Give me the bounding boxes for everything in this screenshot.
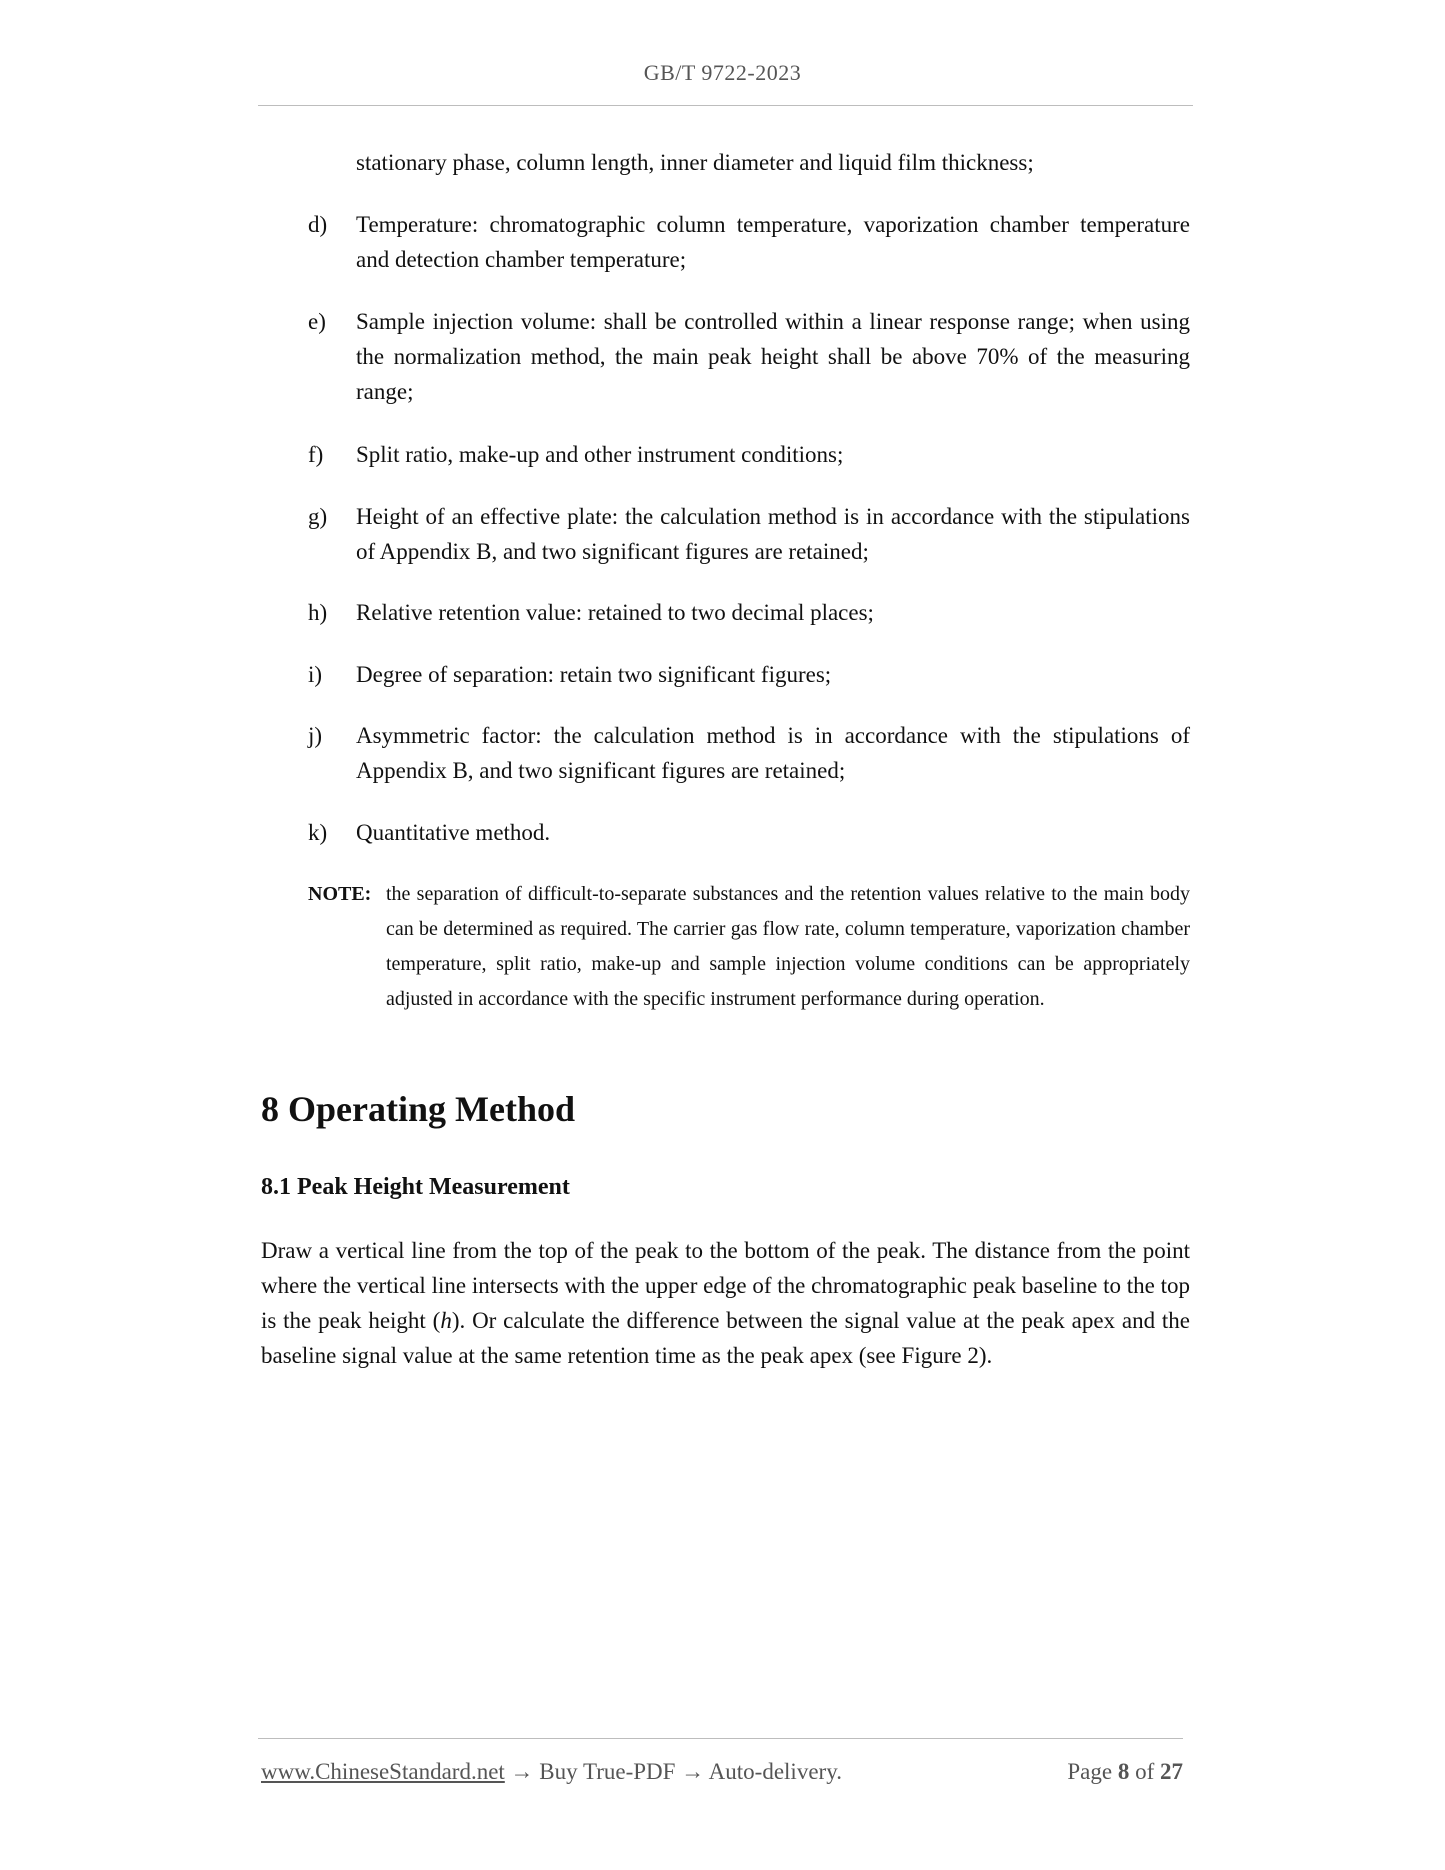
paragraph-text-part2: ). Or calculate the difference between the signal value at the peak apex and the baseline signal value at the same retention time as the peak apex (see Figure 2). bbox=[261, 1308, 1190, 1368]
note-label: NOTE: bbox=[308, 883, 372, 905]
list-item-label: d) bbox=[308, 212, 328, 237]
section-heading: 8 Operating Method bbox=[261, 1089, 575, 1129]
page-total: 27 bbox=[1160, 1759, 1183, 1784]
list-item-text: Sample injection volume: shall be controlled within a linear response range; when using the normalization method, the main peak height shall be above 70% of the measuring range; bbox=[356, 309, 1190, 404]
list-item bbox=[308, 437, 1190, 472]
list-item-text: stationary phase, column length, inner diameter and liquid film thickness; bbox=[356, 150, 1034, 175]
list-item bbox=[308, 304, 1190, 409]
list-item-text: Split ratio, make-up and other instrument conditions; bbox=[356, 442, 844, 467]
note-block bbox=[308, 877, 1190, 1017]
note-text: the separation of difficult-to-separate substances and the retention values relative to the main body can be determined as required. The carrier gas flow rate, column temperature, vaporization chamber temperature, split ratio, make-up and sample injection volume conditions can be appropriately adjusted in accordance with the specific instrument performance during operation. bbox=[386, 883, 1190, 1010]
page-indicator bbox=[1067, 1756, 1183, 1788]
list-item bbox=[308, 595, 1190, 630]
list-item bbox=[308, 657, 1190, 692]
list-item-label: i) bbox=[308, 662, 323, 687]
list-item bbox=[308, 815, 1190, 850]
page-word: Page bbox=[1067, 1759, 1113, 1784]
list-item-text: Height of an effective plate: the calculation method is in accordance with the stipulations of Appendix B, and two significant figures are retained; bbox=[356, 504, 1190, 564]
list-item-label: h) bbox=[308, 600, 328, 625]
of-word: of bbox=[1135, 1759, 1155, 1784]
buy-pdf-text: Buy True-PDF bbox=[539, 1759, 676, 1784]
body-paragraph bbox=[261, 1233, 1190, 1373]
page-current: 8 bbox=[1117, 1759, 1130, 1784]
website-link[interactable]: www.ChineseStandard.net bbox=[261, 1759, 505, 1784]
list-item bbox=[308, 718, 1190, 788]
footer-divider bbox=[258, 1738, 1183, 1739]
list-item-label: j) bbox=[308, 723, 323, 748]
list-item bbox=[308, 207, 1190, 277]
list-item-continuation bbox=[308, 145, 1190, 180]
paragraph-text-part1: Draw a vertical line from the top of the peak to the bottom of the peak. The distance from the point where the vertical line intersects with the upper edge of the chromatographic peak baseline to the top is the peak height ( bbox=[261, 1238, 1190, 1333]
list-item-label: k) bbox=[308, 820, 328, 845]
arrow-right-icon: → bbox=[681, 1759, 705, 1784]
footer-promo bbox=[261, 1756, 842, 1788]
subsection-heading: 8.1 Peak Height Measurement bbox=[261, 1174, 570, 1200]
peak-height-symbol: h bbox=[440, 1308, 452, 1333]
header-divider bbox=[258, 105, 1193, 106]
list-item-text: Relative retention value: retained to two decimal places; bbox=[356, 600, 874, 625]
list-item-text: Temperature: chromatographic column temperature, vaporization chamber temperature and detection chamber temperature; bbox=[356, 212, 1190, 272]
list-item-text: Asymmetric factor: the calculation method is in accordance with the stipulations of Appendix B, and two significant figures are retained; bbox=[356, 723, 1190, 783]
list-item-label: e) bbox=[308, 309, 326, 334]
list-item-label: f) bbox=[308, 442, 324, 467]
list-item-text: Quantitative method. bbox=[356, 820, 551, 845]
list-item-label: g) bbox=[308, 504, 328, 529]
list-item bbox=[308, 499, 1190, 569]
arrow-right-icon: → bbox=[510, 1759, 534, 1784]
document-header-title: GB/T 9722-2023 bbox=[643, 60, 802, 85]
auto-delivery-text: Auto-delivery. bbox=[708, 1759, 842, 1784]
list-item-text: Degree of separation: retain two significant figures; bbox=[356, 662, 832, 687]
